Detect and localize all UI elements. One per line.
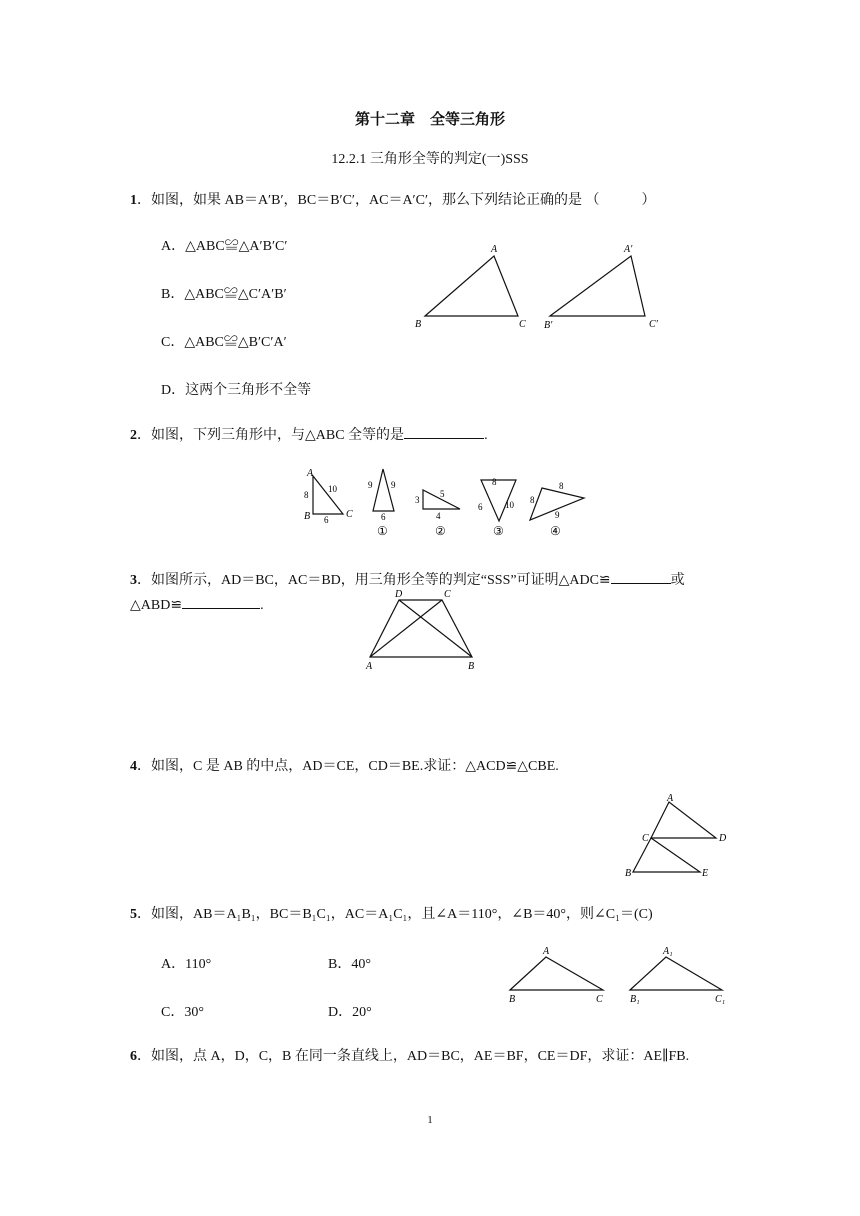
label-d: D — [719, 833, 727, 844]
q5-figure — [500, 940, 740, 1006]
question-stem: ．如图，AB＝A₁B₁，BC＝B₁C₁，AC＝A₁C₁，且∠A＝110°，∠B＝40°，则∠C₁＝(C) — [137, 907, 653, 922]
side-label: 9 — [391, 480, 396, 490]
label-c: C — [596, 994, 603, 1005]
label-a: A — [543, 946, 550, 957]
question-number: 3 — [130, 573, 137, 588]
triangle-acd — [651, 802, 716, 838]
circled-number: ③ — [493, 524, 504, 538]
question-number: 2 — [130, 428, 137, 443]
label-b: B — [625, 868, 632, 879]
diagonal-bd — [399, 600, 472, 657]
side-label: 9 — [368, 480, 373, 490]
question-stem: ．如图，下列三角形中，与△ABC 全等的是 — [137, 428, 405, 443]
question-1 — [130, 189, 656, 209]
triangle-abc — [425, 256, 518, 316]
triangle-abc — [313, 476, 343, 514]
triangle-abc-prime — [550, 256, 645, 316]
question-stem: ．如图，C 是 AB 的中点，AD＝CE，CD＝BE.求证：△ACD≌△CBE. — [137, 759, 559, 774]
question-stem: ．如图，如果 AB＝A′B′，BC＝B′C′，AC＝A′C′，那么下列结论正确的是 （ ） — [137, 193, 656, 208]
question-stem-cont: 或 — [670, 573, 685, 588]
question-stem: △ABD≌ — [130, 598, 183, 613]
question-stem: ．如图，点 A，D，C，B 在同一条直线上，AD＝BC，AE＝BF，CE＝DF，求证：AE∥FB. — [137, 1049, 690, 1064]
label-c: C — [444, 589, 451, 600]
q1-option-b: B．△ABC≌△C′A′B′ — [161, 287, 287, 302]
q1-figure — [405, 240, 680, 335]
question-stem: ．如图所示，AD＝BC，AC＝BD，用三角形全等的判定“SSS”可证明△ADC≌ — [137, 573, 611, 588]
triangle-abc — [510, 957, 603, 990]
label-b: B — [468, 661, 475, 672]
label-c1: C₁ — [715, 994, 726, 1005]
diagonal-ac — [370, 600, 442, 657]
circled-number: ① — [377, 524, 388, 538]
answer-blank[interactable] — [182, 594, 260, 609]
side-label: 10 — [505, 500, 514, 510]
label-c-prime: C′ — [649, 319, 658, 330]
question-number: 6 — [130, 1049, 137, 1064]
label-a: A — [491, 244, 498, 255]
page-number: 1 — [427, 1114, 433, 1126]
circled-number: ④ — [550, 524, 561, 538]
q3-figure — [360, 585, 490, 675]
question-2 — [130, 424, 488, 444]
label-b-prime: B′ — [544, 320, 553, 331]
side-label: 8 — [492, 477, 497, 487]
answer-blank[interactable] — [611, 569, 671, 584]
question-5 — [130, 903, 653, 923]
label-b: B — [304, 511, 311, 522]
label-a: A — [667, 793, 674, 804]
circled-number: ② — [435, 524, 446, 538]
question-3-line-2 — [130, 594, 264, 614]
label-a1: A₁ — [663, 946, 673, 957]
label-c: C — [519, 319, 526, 330]
label-d: D — [395, 589, 403, 600]
question-number: 1 — [130, 193, 137, 208]
section-title: 12.2.1 三角形全等的判定(一)SSS — [331, 152, 529, 167]
side-label: 8 — [530, 495, 535, 505]
q1-option-a: A．△ABC≌△A′B′C′ — [161, 239, 288, 254]
q2-figure — [300, 464, 600, 542]
q1-option-c: C．△ABC≌△B′C′A′ — [161, 335, 287, 350]
triangle-option-1 — [373, 469, 394, 511]
q5-option-d: D．20° — [328, 1005, 372, 1020]
question-stem-end: . — [260, 598, 264, 613]
question-number: 4 — [130, 759, 137, 774]
question-stem-end: . — [484, 428, 488, 443]
side-label: 3 — [415, 495, 420, 505]
trapezoid-abcd — [370, 600, 472, 657]
label-b1: B₁ — [630, 994, 640, 1005]
question-4 — [130, 755, 559, 775]
chapter-title: 第十二章 全等三角形 — [354, 112, 505, 128]
label-a: A — [307, 468, 314, 479]
label-b: B — [415, 319, 422, 330]
side-label: 4 — [436, 511, 441, 521]
side-label: 9 — [555, 510, 560, 520]
label-a-prime: A′ — [624, 244, 633, 255]
label-e: E — [702, 868, 709, 879]
triangle-a1b1c1 — [630, 957, 722, 990]
side-label: 6 — [478, 502, 483, 512]
label-c: C — [642, 833, 649, 844]
q5-option-c: C．30° — [161, 1005, 204, 1020]
question-number: 5 — [130, 907, 137, 922]
q1-option-d: D．这两个三角形不全等 — [161, 383, 312, 398]
q5-option-a: A．110° — [161, 957, 212, 972]
side-label: 8 — [559, 481, 564, 491]
side-label: 10 — [328, 484, 337, 494]
q5-option-b: B．40° — [328, 957, 371, 972]
side-label: 6 — [324, 515, 329, 525]
side-label: 8 — [304, 490, 309, 500]
q4-figure — [620, 790, 740, 882]
side-label: 6 — [381, 512, 386, 522]
label-b: B — [509, 994, 516, 1005]
answer-blank[interactable] — [404, 424, 484, 439]
question-6 — [130, 1045, 689, 1065]
label-a: A — [366, 661, 373, 672]
label-c: C — [346, 509, 353, 520]
side-label: 5 — [440, 489, 445, 499]
